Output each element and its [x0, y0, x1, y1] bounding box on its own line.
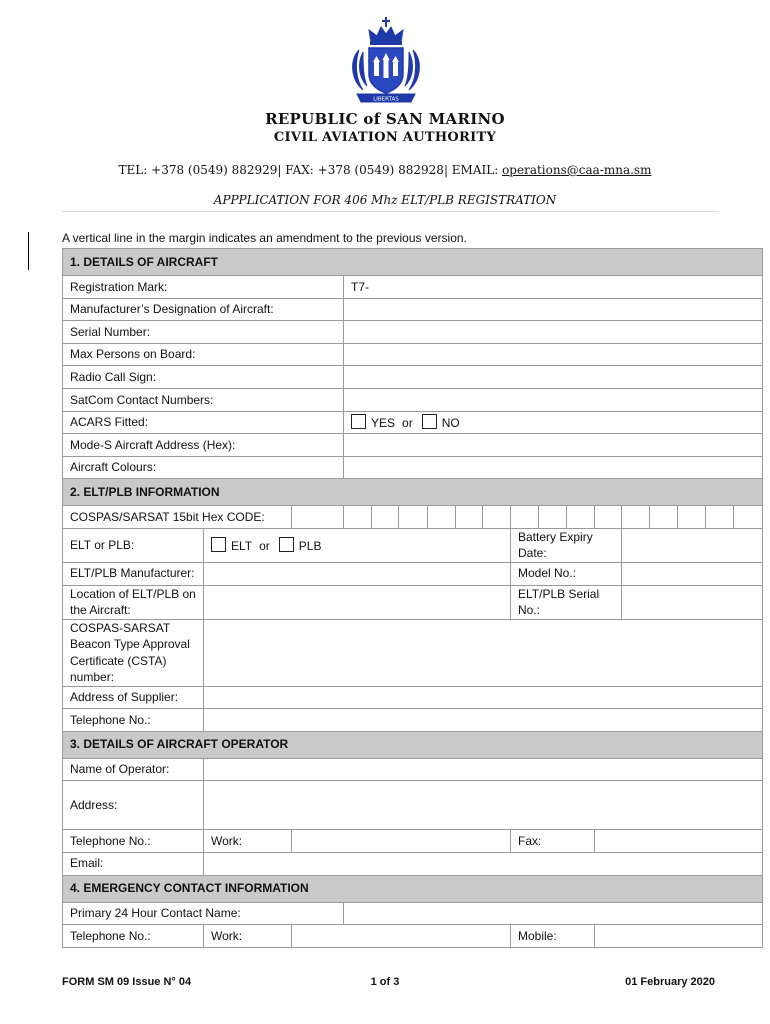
- radio-call-sign-label: Radio Call Sign:: [63, 366, 344, 389]
- registration-form-table: [62, 248, 763, 948]
- operator-fax-field[interactable]: [595, 830, 763, 853]
- operator-email-field[interactable]: [204, 852, 763, 875]
- emergency-mobile-field[interactable]: [595, 925, 763, 948]
- section2-heading: 2. ELT/PLB INFORMATION: [63, 479, 763, 506]
- elt-manufacturer-label: ELT/PLB Manufacturer:: [63, 562, 204, 585]
- operator-work-field[interactable]: [292, 830, 511, 853]
- operator-work-label: Work:: [204, 830, 292, 853]
- page-number: 1 of 3: [370, 976, 400, 988]
- hex-digit-cell[interactable]: [650, 506, 678, 529]
- hex-digit-cell[interactable]: [456, 506, 483, 529]
- hex-digit-cell[interactable]: [706, 506, 734, 529]
- acars-options: [344, 411, 763, 434]
- csta-number-field[interactable]: [204, 619, 763, 686]
- supplier-address-label: Address of Supplier:: [63, 686, 204, 709]
- acars-no-label: NO: [441, 415, 460, 430]
- hex-digit-cell[interactable]: [622, 506, 650, 529]
- operator-address-label: Address:: [63, 781, 204, 830]
- hex-digit-cell[interactable]: [428, 506, 456, 529]
- satcom-label: SatCom Contact Numbers:: [63, 388, 344, 411]
- supplier-telephone-field[interactable]: [204, 709, 763, 732]
- supplier-telephone-label: Telephone No.:: [63, 709, 204, 732]
- acars-or-text: or: [402, 415, 413, 430]
- acars-label: ACARS Fitted:: [63, 411, 344, 434]
- primary-contact-field[interactable]: [344, 902, 763, 925]
- elt-location-field[interactable]: [204, 585, 511, 619]
- supplier-address-field[interactable]: [204, 686, 763, 709]
- serial-number-field[interactable]: [344, 321, 763, 344]
- elt-plb-or-text: or: [259, 538, 270, 553]
- emergency-telephone-label: Telephone No.:: [63, 925, 204, 948]
- plb-checkbox[interactable]: [279, 537, 294, 552]
- max-persons-label: Max Persons on Board:: [63, 343, 344, 366]
- serial-number-label: Serial Number:: [63, 321, 344, 344]
- operator-name-label: Name of Operator:: [63, 758, 204, 781]
- form-identifier: FORM SM 09 Issue N° 04: [62, 976, 192, 988]
- elt-checkbox[interactable]: [211, 537, 226, 552]
- registration-mark-field[interactable]: T7-: [344, 276, 763, 299]
- operator-fax-label: Fax:: [511, 830, 595, 853]
- elt-serial-field[interactable]: [622, 585, 763, 619]
- issue-date: 01 February 2020: [625, 976, 715, 988]
- amendment-margin-line: [28, 232, 29, 270]
- acars-no-checkbox[interactable]: [422, 414, 437, 429]
- hex-code-label: COSPAS/SARSAT 15bit Hex CODE:: [63, 506, 292, 529]
- contact-phone-fax: TEL: +378 (0549) 882929| FAX: +378 (0549) 882928| EMAIL:: [118, 163, 503, 177]
- application-title: APPPLICATION FOR 406 Mhz ELT/PLB REGISTRATION: [213, 193, 557, 207]
- mode-s-label: Mode-S Aircraft Address (Hex):: [63, 434, 344, 457]
- hex-digit-cell[interactable]: [483, 506, 511, 529]
- aircraft-colours-label: Aircraft Colours:: [63, 456, 344, 479]
- radio-call-sign-field[interactable]: [344, 366, 763, 389]
- san-marino-coat-of-arms: [345, 16, 427, 108]
- csta-number-label: COSPAS-SARSAT Beacon Type Approval Certificate (CSTA) number:: [63, 619, 204, 686]
- elt-or-plb-options: [204, 528, 511, 562]
- emergency-work-label: Work:: [204, 925, 292, 948]
- model-number-label: Model No.:: [511, 562, 622, 585]
- mode-s-field[interactable]: [344, 434, 763, 457]
- hex-digit-cell[interactable]: [511, 506, 539, 529]
- acars-yes-label: YES: [371, 415, 396, 430]
- section3-heading: 3. DETAILS OF AIRCRAFT OPERATOR: [63, 731, 763, 758]
- amendment-note: A vertical line in the margin indicates an amendment to the previous version.: [62, 231, 467, 245]
- elt-serial-label: ELT/PLB Serial No.:: [511, 585, 622, 619]
- operator-telephone-label: Telephone No.:: [63, 830, 204, 853]
- satcom-field[interactable]: [344, 388, 763, 411]
- hex-digit-cell[interactable]: [539, 506, 567, 529]
- hex-digit-cell[interactable]: [292, 506, 344, 529]
- battery-expiry-field[interactable]: [622, 528, 763, 562]
- operator-address-field[interactable]: [204, 781, 763, 830]
- authority-subtitle: CIVIL AVIATION AUTHORITY: [273, 130, 497, 145]
- hex-digit-cell[interactable]: [595, 506, 622, 529]
- operator-email-label: Email:: [63, 852, 204, 875]
- contact-line: [0, 163, 770, 177]
- svg-text:LIBERTAS: LIBERTAS: [373, 96, 399, 103]
- hex-digit-cell[interactable]: [734, 506, 763, 529]
- hex-digit-cell[interactable]: [678, 506, 706, 529]
- model-number-field[interactable]: [622, 562, 763, 585]
- authority-title: REPUBLIC of SAN MARINO: [265, 110, 505, 128]
- elt-manufacturer-field[interactable]: [204, 562, 511, 585]
- primary-contact-label: Primary 24 Hour Contact Name:: [63, 902, 344, 925]
- registration-mark-label: Registration Mark:: [63, 276, 344, 299]
- email-link[interactable]: operations@caa-mna.sm: [502, 163, 652, 177]
- hex-digit-cell[interactable]: [372, 506, 399, 529]
- aircraft-designation-label: Manufacturer’s Designation of Aircraft:: [63, 298, 344, 321]
- section1-heading: 1. DETAILS OF AIRCRAFT: [63, 249, 763, 276]
- emergency-mobile-label: Mobile:: [511, 925, 595, 948]
- section4-heading: 4. EMERGENCY CONTACT INFORMATION: [63, 875, 763, 902]
- elt-location-label: Location of ELT/PLB on the Aircraft:: [63, 585, 204, 619]
- emergency-work-field[interactable]: [292, 925, 511, 948]
- aircraft-colours-field[interactable]: [344, 456, 763, 479]
- plb-option-label: PLB: [298, 538, 322, 553]
- hex-digit-cell[interactable]: [344, 506, 372, 529]
- elt-or-plb-label: ELT or PLB:: [63, 528, 204, 562]
- operator-name-field[interactable]: [204, 758, 763, 781]
- battery-expiry-label: Battery Expiry Date:: [511, 528, 622, 562]
- header-divider: [62, 211, 718, 212]
- hex-digit-cell[interactable]: [567, 506, 595, 529]
- aircraft-designation-field[interactable]: [344, 298, 763, 321]
- max-persons-field[interactable]: [344, 343, 763, 366]
- hex-digit-cell[interactable]: [399, 506, 428, 529]
- elt-option-label: ELT: [231, 538, 253, 553]
- acars-yes-checkbox[interactable]: [351, 414, 366, 429]
